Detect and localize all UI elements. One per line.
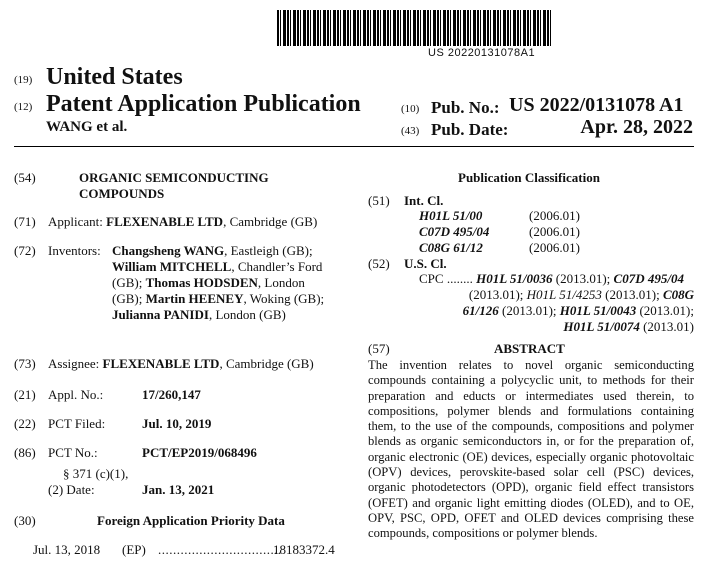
code-12: (12) — [14, 101, 33, 113]
inventor-3-place: , London — [257, 275, 305, 290]
code-19: (19) — [14, 74, 33, 86]
intcl-row — [419, 208, 599, 224]
inventor-short: WANG et al. — [46, 119, 128, 135]
code-86: (86) — [14, 445, 36, 460]
cpc-code-2: C07D 495/04 — [613, 271, 684, 286]
intcl-row — [419, 224, 599, 240]
barcode-number: US 20220131078A1 — [428, 47, 536, 59]
cpc-code-3: H01L 51/4253 — [526, 287, 602, 302]
cpc-code-1: H01L 51/0036 — [476, 271, 553, 286]
s371-date: Jan. 13, 2021 — [142, 482, 215, 497]
assignee-name: FLEXENABLE LTD — [102, 356, 220, 371]
pub-class-heading: Publication Classification — [458, 170, 600, 185]
inventor-4-place: , Woking (GB); — [243, 291, 325, 306]
code-57: (57) — [368, 341, 390, 356]
country: United States — [46, 64, 183, 90]
inventor-5-place: , London (GB) — [208, 307, 286, 322]
code-52: (52) — [368, 256, 390, 271]
intcl-row — [419, 240, 599, 256]
inventors-label: Inventors: — [48, 243, 101, 258]
assignee — [48, 356, 314, 372]
intcl-class: C08G 61/12 — [419, 240, 483, 255]
pct-no: PCT/EP2019/068496 — [142, 445, 257, 460]
appl-no: 17/260,147 — [142, 387, 201, 402]
assignee-place: , Cambridge (GB) — [219, 356, 314, 371]
s371-line2: (2) Date: — [48, 482, 95, 497]
cpc-block — [419, 271, 694, 335]
pub-no: US 2022/0131078 A1 — [509, 94, 684, 116]
cpc-code-7: H01L 51/0074 — [563, 319, 640, 334]
uscl-label: U.S. Cl. — [404, 256, 447, 271]
foreign-office: (EP) — [122, 542, 146, 557]
inventor-4: Martin HEENEY — [145, 291, 244, 306]
intcl-table — [419, 208, 599, 256]
pub-date-label: Pub. Date: — [431, 120, 509, 139]
code-71: (71) — [14, 214, 36, 229]
code-30: (30) — [14, 513, 36, 528]
cpc-year-6: (2013.01) — [639, 319, 694, 334]
code-43: (43) — [401, 125, 420, 137]
title — [79, 170, 269, 202]
intcl-class: C07D 495/04 — [419, 224, 490, 239]
pct-filed-label: PCT Filed: — [48, 416, 106, 431]
abstract-text: The invention relates to novel organic semiconducting compounds containing a polycyclic unit, to methods for their preparation and educts or intermediates used therein, to compositions, polymer blends and formulations containing them, to the use of the compounds, compositions and polymer blends as organic semiconductors in, or for the preparation of, organic electronic (OE) devices, especially organic photovoltaic (OPV) devices, perovskite-based solar cell (PSC) devices, organic photodetectors (OPD), organic field effect transistors (OFET) and organic light emitting diodes (OLED), and to OE, OPV, PSC, OPD, OFET and OLED devices comprising these compounds, compositions or polymer blends. — [368, 358, 694, 541]
inventors-list — [112, 243, 342, 323]
applicant-place: , Cambridge (GB) — [223, 214, 318, 229]
assignee-label: Assignee: — [48, 356, 100, 371]
header-rule — [14, 146, 694, 147]
intcl-version: (2006.01) — [529, 208, 580, 223]
barcode — [277, 10, 552, 46]
code-21: (21) — [14, 387, 36, 402]
inventor-2-country: (GB); — [112, 275, 146, 290]
title-line-1: ORGANIC SEMICONDUCTING — [79, 170, 269, 185]
appl-no-label: Appl. No.: — [48, 387, 104, 402]
pct-no-label: PCT No.: — [48, 445, 98, 460]
s371-line1: § 371 (c)(1), — [63, 466, 129, 481]
inventor-2: William MITCHELL — [112, 259, 232, 274]
abstract-heading: ABSTRACT — [494, 341, 565, 356]
inventor-5: Julianna PANIDI — [112, 307, 209, 322]
cpc-year-1: (2013.01); — [552, 271, 614, 286]
foreign-date: Jul. 13, 2018 — [33, 542, 101, 557]
cpc-year-4: (2013.01); — [498, 303, 560, 318]
intcl-class: H01L 51/00 — [419, 208, 483, 223]
code-51: (51) — [368, 193, 390, 208]
applicant-name: FLEXENABLE LTD — [106, 214, 224, 229]
cpc-year-5: (2013.01); — [636, 303, 694, 318]
foreign-dots: ................................. — [158, 542, 282, 557]
title-line-2: COMPOUNDS — [79, 186, 165, 201]
cpc-code-4: C08G — [662, 287, 694, 302]
inventor-2-place: , Chandler’s Ford — [231, 259, 323, 274]
pct-filed: Jul. 10, 2019 — [142, 416, 212, 431]
code-54: (54) — [14, 170, 36, 185]
intcl-label: Int. Cl. — [404, 193, 444, 208]
cpc-year-2: (2013.01); — [468, 287, 527, 302]
foreign-number: 18183372.4 — [273, 542, 335, 557]
cpc-label: CPC ........ — [419, 271, 473, 286]
pub-date: Apr. 28, 2022 — [580, 116, 693, 138]
code-10: (10) — [401, 103, 420, 115]
code-22: (22) — [14, 416, 36, 431]
inventor-3-country: (GB); — [112, 291, 146, 306]
code-73: (73) — [14, 356, 36, 371]
intcl-version: (2006.01) — [529, 224, 580, 239]
foreign-priority-heading: Foreign Application Priority Data — [97, 513, 285, 528]
cpc-code-5: 61/126 — [462, 303, 499, 318]
cpc-code-6: H01L 51/0043 — [559, 303, 637, 318]
code-72: (72) — [14, 243, 36, 258]
doc-type: Patent Application Publication — [46, 91, 361, 117]
applicant — [48, 214, 317, 230]
pub-no-label: Pub. No.: — [431, 98, 500, 117]
cpc-year-3: (2013.01); — [601, 287, 663, 302]
inventor-3: Thomas HODSDEN — [145, 275, 258, 290]
inventor-1-place: , Eastleigh (GB); — [224, 243, 313, 258]
applicant-label: Applicant: — [48, 214, 103, 229]
intcl-version: (2006.01) — [529, 240, 580, 255]
inventor-1: Changsheng WANG — [112, 243, 225, 258]
